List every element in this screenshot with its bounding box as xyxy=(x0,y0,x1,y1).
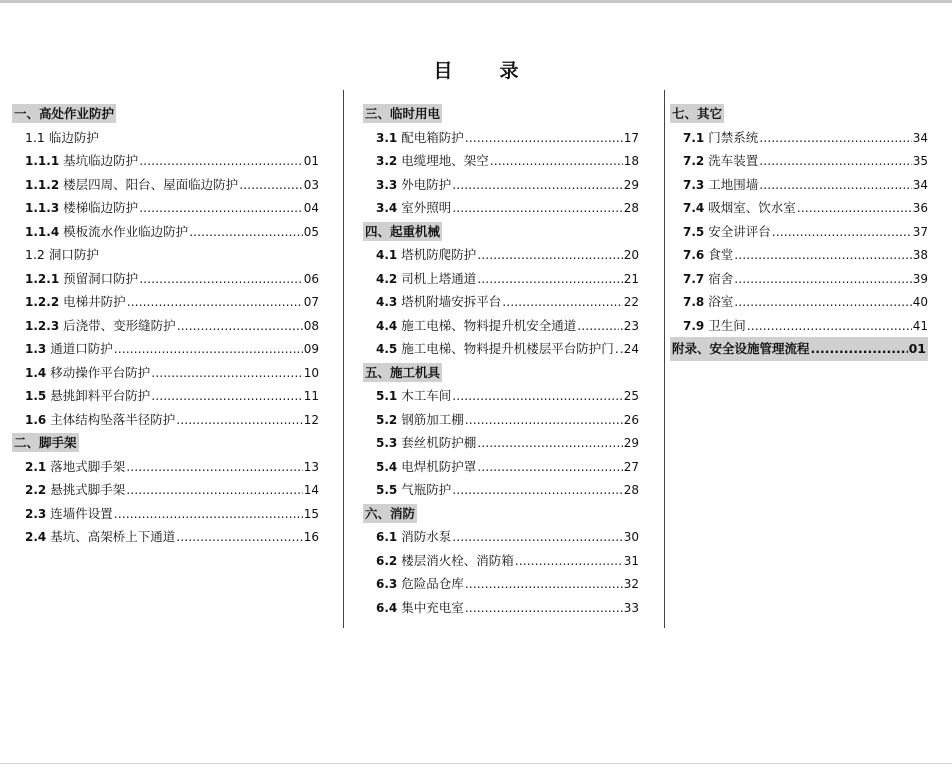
dot-leader xyxy=(811,337,908,361)
toc-row xyxy=(363,290,639,314)
entry-label: 宿舍 xyxy=(708,270,734,286)
entry-label: 模板流水作业临边防护 xyxy=(63,223,189,239)
toc-row xyxy=(363,502,639,526)
entry-number: 6.3 xyxy=(376,577,398,591)
bottom-border xyxy=(0,763,952,764)
toc-entry[interactable] xyxy=(12,149,319,174)
page-title: 目 录 xyxy=(433,60,533,82)
entry-page-number: 29 xyxy=(623,436,639,450)
toc-entry[interactable] xyxy=(12,478,319,503)
entry-number: 1.1.2 xyxy=(25,177,60,192)
entry-label: 浴室 xyxy=(708,294,734,309)
entry-number: 1.1.3 xyxy=(25,201,60,215)
toc-row xyxy=(363,243,639,267)
toc-entry[interactable] xyxy=(12,337,319,362)
entry-number: 7.3 xyxy=(683,177,705,192)
entry-number: 2.2 xyxy=(25,483,47,497)
toc-entry[interactable] xyxy=(363,572,639,597)
entry-label: 集中充电室 xyxy=(401,599,464,615)
entry-number: 3.3 xyxy=(376,177,398,192)
toc-row xyxy=(12,361,319,385)
toc-entry[interactable] xyxy=(12,361,319,386)
toc-entry[interactable] xyxy=(363,384,639,409)
toc-row xyxy=(670,196,928,220)
toc-row xyxy=(12,267,319,291)
entry-number: 1.2.1 xyxy=(25,271,60,286)
entry-page-number: 04 xyxy=(303,201,319,215)
toc-entry[interactable] xyxy=(670,267,928,292)
entry-label: 通道口防护 xyxy=(50,341,113,356)
toc-row xyxy=(670,102,928,126)
entry-label: 钢筋加工棚 xyxy=(401,411,464,427)
toc-entry[interactable] xyxy=(363,596,639,621)
dot-leader xyxy=(139,267,303,291)
toc-row xyxy=(363,361,639,385)
entry-number: 5.2 xyxy=(376,412,398,427)
section-heading: 四、起重机械 xyxy=(365,223,441,239)
toc-column-2 xyxy=(363,102,639,619)
entry-page-number: 32 xyxy=(623,577,639,591)
entry-label: 室外照明 xyxy=(401,200,452,215)
dot-leader xyxy=(477,431,622,455)
toc-row xyxy=(12,314,319,338)
toc-entry[interactable] xyxy=(363,149,639,174)
toc-row xyxy=(363,126,639,150)
dot-leader xyxy=(734,243,911,267)
toc-row xyxy=(12,431,319,455)
toc-row xyxy=(363,149,639,173)
entry-page-number: 15 xyxy=(303,506,319,521)
entry-label: 套丝机防护棚 xyxy=(401,435,477,450)
dot-leader xyxy=(465,408,623,432)
toc-row xyxy=(363,549,639,573)
entry-number: 5.1 xyxy=(376,389,398,403)
dot-leader xyxy=(126,478,302,502)
section-heading: 七、其它 xyxy=(672,106,723,121)
entry-page-number: 01 xyxy=(303,154,319,168)
toc-entry[interactable] xyxy=(363,267,639,292)
toc-row xyxy=(12,525,319,549)
toc-entry[interactable] xyxy=(363,525,639,550)
entry-label: 配电箱防护 xyxy=(401,129,464,145)
entry-label: 悬挑卸料平台防护 xyxy=(50,388,151,403)
entry-number: 1.6 xyxy=(25,412,47,427)
toc-entry[interactable] xyxy=(12,173,319,198)
dot-leader xyxy=(151,361,302,385)
toc-entry[interactable] xyxy=(670,290,928,315)
entry-label: 施工电梯、物料提升机楼层平台防护门 xyxy=(401,341,614,356)
column-divider xyxy=(343,90,344,628)
dot-leader xyxy=(452,478,622,502)
toc-row xyxy=(363,314,639,338)
entry-page-number: 25 xyxy=(623,389,639,403)
subsection-heading: 1.2 洞口防护 xyxy=(25,247,99,262)
toc-column-1 xyxy=(12,102,319,549)
toc-row xyxy=(670,173,928,197)
dot-leader xyxy=(239,173,303,197)
toc-column-3 xyxy=(670,102,928,361)
entry-page-number: 11 xyxy=(303,389,319,403)
entry-number: 1.5 xyxy=(25,389,47,403)
toc-entry[interactable] xyxy=(363,243,639,268)
toc-row xyxy=(363,102,639,126)
dot-leader xyxy=(759,126,911,150)
dot-leader xyxy=(734,267,911,291)
toc-row xyxy=(670,290,928,314)
entry-label: 门禁系统 xyxy=(708,129,759,145)
entry-page-number: 37 xyxy=(912,224,928,239)
entry-label: 连墙件设置 xyxy=(50,505,113,521)
entry-label: 电缆埋地、架空 xyxy=(401,153,489,168)
toc-entry[interactable] xyxy=(12,196,319,221)
dot-leader xyxy=(747,314,912,338)
entry-number: 1.4 xyxy=(25,365,47,380)
toc-entry[interactable] xyxy=(363,408,639,433)
toc-row xyxy=(12,126,319,150)
entry-label: 基坑临边防护 xyxy=(63,153,139,168)
entry-page-number: .24 xyxy=(619,342,639,356)
dot-leader xyxy=(176,525,302,549)
toc-row xyxy=(363,220,639,244)
entry-label: 塔机防爬防护 xyxy=(401,247,477,262)
toc-row xyxy=(670,243,928,267)
entry-page-number: 28 xyxy=(623,483,639,497)
toc-entry[interactable] xyxy=(363,478,639,503)
toc-row xyxy=(670,267,928,291)
dot-leader xyxy=(114,337,303,361)
entry-label: 塔机附墙安拆平台 xyxy=(401,294,502,309)
entry-page-number: 03 xyxy=(303,177,319,192)
toc-row xyxy=(12,102,319,126)
entry-page-number: 34 xyxy=(912,177,928,192)
toc-row xyxy=(363,431,639,455)
toc-entry[interactable] xyxy=(670,243,928,268)
entry-number: 6.2 xyxy=(376,553,398,568)
entry-label: 落地式脚手架 xyxy=(50,458,126,474)
toc-row xyxy=(670,220,928,244)
toc-row xyxy=(363,572,639,596)
dot-leader xyxy=(734,290,911,314)
toc-entry[interactable] xyxy=(12,455,319,480)
appendix-entry[interactable] xyxy=(670,337,928,361)
entry-page-number: 16 xyxy=(303,530,319,544)
column-divider xyxy=(664,90,665,628)
toc-row xyxy=(363,525,639,549)
entry-label: 洗车装置 xyxy=(708,153,759,168)
entry-label: 施工电梯、物料提升机安全通道 xyxy=(401,317,577,333)
entry-number: 1.1.1 xyxy=(25,154,60,168)
dot-leader xyxy=(189,220,303,244)
toc-entry[interactable] xyxy=(670,149,928,174)
toc-row xyxy=(12,243,319,267)
toc-entry[interactable] xyxy=(363,126,639,151)
toc-row xyxy=(363,596,639,620)
entry-number: 5.5 xyxy=(376,483,398,497)
entry-page-number: 12 xyxy=(303,412,319,427)
entry-page-number: 20 xyxy=(623,248,639,262)
entry-number: 6.1 xyxy=(376,530,398,544)
entry-label: 卫生间 xyxy=(708,317,746,333)
toc-row xyxy=(363,337,639,361)
entry-number: 3.2 xyxy=(376,154,398,168)
section-heading: 二、脚手架 xyxy=(14,435,77,450)
dot-leader xyxy=(502,290,622,314)
dot-leader xyxy=(797,196,912,220)
entry-number: 4.4 xyxy=(376,318,398,333)
entry-page-number: 27 xyxy=(623,459,639,474)
toc-entry[interactable] xyxy=(363,290,639,315)
toc-entry[interactable] xyxy=(12,220,319,245)
dot-leader xyxy=(452,196,622,220)
entry-number: 2.1 xyxy=(25,459,47,474)
toc-row xyxy=(670,126,928,150)
entry-number: 1.1.4 xyxy=(25,224,60,239)
dot-leader xyxy=(465,596,623,620)
section-heading: 六、消防 xyxy=(365,505,416,521)
entry-page-number: 18 xyxy=(623,154,639,168)
toc-row xyxy=(12,384,319,408)
entry-page-number: 31 xyxy=(623,553,639,568)
entry-page-number: 21 xyxy=(623,271,639,286)
entry-page-number: 28 xyxy=(623,201,639,215)
entry-page-number: 33 xyxy=(623,600,639,615)
toc-entry[interactable] xyxy=(670,126,928,151)
entry-label: 基坑、高架桥上下通道 xyxy=(50,529,176,544)
entry-page-number: 17 xyxy=(623,130,639,145)
entry-number: 1.2.2 xyxy=(25,295,60,309)
toc-row xyxy=(670,337,928,361)
dot-leader xyxy=(477,267,622,291)
entry-number: 2.3 xyxy=(25,506,47,521)
toc-row xyxy=(12,290,319,314)
entry-number: 7.5 xyxy=(683,224,705,239)
dot-leader xyxy=(490,149,623,173)
toc-row xyxy=(670,149,928,173)
dot-leader xyxy=(759,149,911,173)
entry-number: 4.5 xyxy=(376,342,398,356)
section-heading: 三、临时用电 xyxy=(365,106,441,121)
entry-label: 工地围墙 xyxy=(708,176,759,192)
entry-page-number: 26 xyxy=(623,412,639,427)
toc-entry[interactable] xyxy=(12,502,319,527)
entry-page-number: 30 xyxy=(623,530,639,544)
toc-entry[interactable] xyxy=(12,408,319,433)
toc-entry[interactable] xyxy=(363,337,639,362)
entry-page-number: 13 xyxy=(303,459,319,474)
entry-page-number: 41 xyxy=(912,318,928,333)
entry-page-number: 08 xyxy=(303,318,319,333)
toc-row xyxy=(12,478,319,502)
toc-entry[interactable] xyxy=(12,314,319,339)
entry-label: 安全讲评台 xyxy=(708,223,771,239)
entry-number: 7.8 xyxy=(683,295,705,309)
dot-leader xyxy=(477,455,622,479)
toc-entry[interactable] xyxy=(363,549,639,574)
toc-row xyxy=(12,220,319,244)
dot-leader xyxy=(127,290,303,314)
entry-label: 电梯井防护 xyxy=(63,294,126,309)
entry-number: 7.1 xyxy=(683,130,705,145)
entry-label: 吸烟室、饮水室 xyxy=(708,200,796,215)
entry-page-number: 01 xyxy=(908,341,926,356)
entry-number: 7.9 xyxy=(683,318,705,333)
dot-leader xyxy=(465,572,623,596)
entry-label: 附录、安全设施管理流程 xyxy=(672,341,810,356)
toc-row xyxy=(363,408,639,432)
entry-page-number: .23 xyxy=(619,318,639,333)
dot-leader xyxy=(465,126,623,150)
entry-page-number: 35 xyxy=(912,154,928,168)
entry-number: 4.2 xyxy=(376,271,398,286)
entry-label: 消防水泵 xyxy=(401,529,452,544)
entry-number: 2.4 xyxy=(25,530,47,544)
toc-row xyxy=(12,173,319,197)
dot-leader xyxy=(759,173,911,197)
entry-label: 食堂 xyxy=(708,247,734,262)
dot-leader xyxy=(139,196,303,220)
top-border xyxy=(0,0,952,3)
entry-label: 外电防护 xyxy=(401,176,452,192)
entry-label: 移动操作平台防护 xyxy=(50,364,151,380)
toc-entry[interactable] xyxy=(670,173,928,198)
entry-label: 楼梯临边防护 xyxy=(63,200,139,215)
entry-page-number: 38 xyxy=(912,248,928,262)
entry-page-number: 06 xyxy=(303,271,319,286)
dot-leader xyxy=(515,549,623,573)
entry-label: 后浇带、变形缝防护 xyxy=(63,317,176,333)
entry-page-number: 36 xyxy=(912,201,928,215)
entry-number: 4.3 xyxy=(376,295,398,309)
section-heading: 五、施工机具 xyxy=(365,364,441,380)
toc-row xyxy=(12,502,319,526)
section-heading: 一、高处作业防护 xyxy=(14,106,115,121)
toc-row xyxy=(12,196,319,220)
entry-label: 主体结构坠落半径防护 xyxy=(50,411,176,427)
toc-entry[interactable] xyxy=(363,455,639,480)
entry-page-number: 39 xyxy=(912,271,928,286)
toc-entry[interactable] xyxy=(12,290,319,315)
entry-label: 电焊机防护罩 xyxy=(401,458,477,474)
entry-label: 悬挑式脚手架 xyxy=(50,482,126,497)
entry-label: 危险品仓库 xyxy=(401,576,464,591)
toc-row xyxy=(670,314,928,338)
entry-page-number: 07 xyxy=(303,295,319,309)
entry-number: 7.2 xyxy=(683,154,705,168)
dot-leader xyxy=(177,314,303,338)
dot-leader xyxy=(176,408,302,432)
entry-number: 7.7 xyxy=(683,271,705,286)
entry-label: 预留洞口防护 xyxy=(63,270,139,286)
dot-leader xyxy=(114,502,303,526)
entry-number: 5.3 xyxy=(376,436,398,450)
dot-leader xyxy=(452,384,622,408)
dot-leader xyxy=(477,243,622,267)
entry-label: 木工车间 xyxy=(401,388,452,403)
dot-leader xyxy=(452,173,622,197)
toc-entry[interactable] xyxy=(670,220,928,245)
toc-entry[interactable] xyxy=(363,314,639,339)
toc-entry[interactable] xyxy=(670,196,928,221)
toc-row xyxy=(12,455,319,479)
toc-entry[interactable] xyxy=(670,314,928,339)
subsection-heading: 1.1 临边防护 xyxy=(25,129,99,145)
dot-leader xyxy=(126,455,302,479)
entry-page-number: 09 xyxy=(303,342,319,356)
dot-leader xyxy=(615,337,619,361)
entry-page-number: 29 xyxy=(623,177,639,192)
toc-entry[interactable] xyxy=(12,267,319,292)
entry-page-number: 05 xyxy=(303,224,319,239)
toc-entry[interactable] xyxy=(363,431,639,456)
entry-number: 7.4 xyxy=(683,201,705,215)
toc-entry[interactable] xyxy=(363,196,639,221)
entry-number: 5.4 xyxy=(376,459,398,474)
toc-row xyxy=(363,384,639,408)
entry-label: 楼层消火栓、消防箱 xyxy=(401,552,514,568)
toc-entry[interactable] xyxy=(363,173,639,198)
toc-entry[interactable] xyxy=(12,525,319,550)
dot-leader xyxy=(452,525,622,549)
dot-leader xyxy=(139,149,303,173)
entry-number: 1.3 xyxy=(25,342,47,356)
entry-label: 气瓶防护 xyxy=(401,482,452,497)
entry-page-number: 40 xyxy=(912,295,928,309)
toc-row xyxy=(363,173,639,197)
entry-number: 4.1 xyxy=(376,248,398,262)
toc-row xyxy=(12,337,319,361)
dot-leader xyxy=(772,220,912,244)
toc-row xyxy=(363,455,639,479)
entry-page-number: 34 xyxy=(912,130,928,145)
toc-row xyxy=(363,196,639,220)
entry-page-number: 14 xyxy=(303,483,319,497)
dot-leader xyxy=(577,314,619,338)
entry-label: 楼层四周、阳台、屋面临边防护 xyxy=(63,176,239,192)
toc-row xyxy=(363,267,639,291)
entry-label: 司机上塔通道 xyxy=(401,270,477,286)
entry-number: 6.4 xyxy=(376,600,398,615)
toc-row xyxy=(12,149,319,173)
toc-entry[interactable] xyxy=(12,384,319,409)
entry-number: 7.6 xyxy=(683,248,705,262)
entry-page-number: 10 xyxy=(303,365,319,380)
dot-leader xyxy=(151,384,302,408)
entry-number: 3.1 xyxy=(376,130,398,145)
entry-number: 1.2.3 xyxy=(25,318,60,333)
toc-row xyxy=(12,408,319,432)
entry-page-number: 22 xyxy=(623,295,639,309)
toc-row xyxy=(363,478,639,502)
entry-number: 3.4 xyxy=(376,201,398,215)
